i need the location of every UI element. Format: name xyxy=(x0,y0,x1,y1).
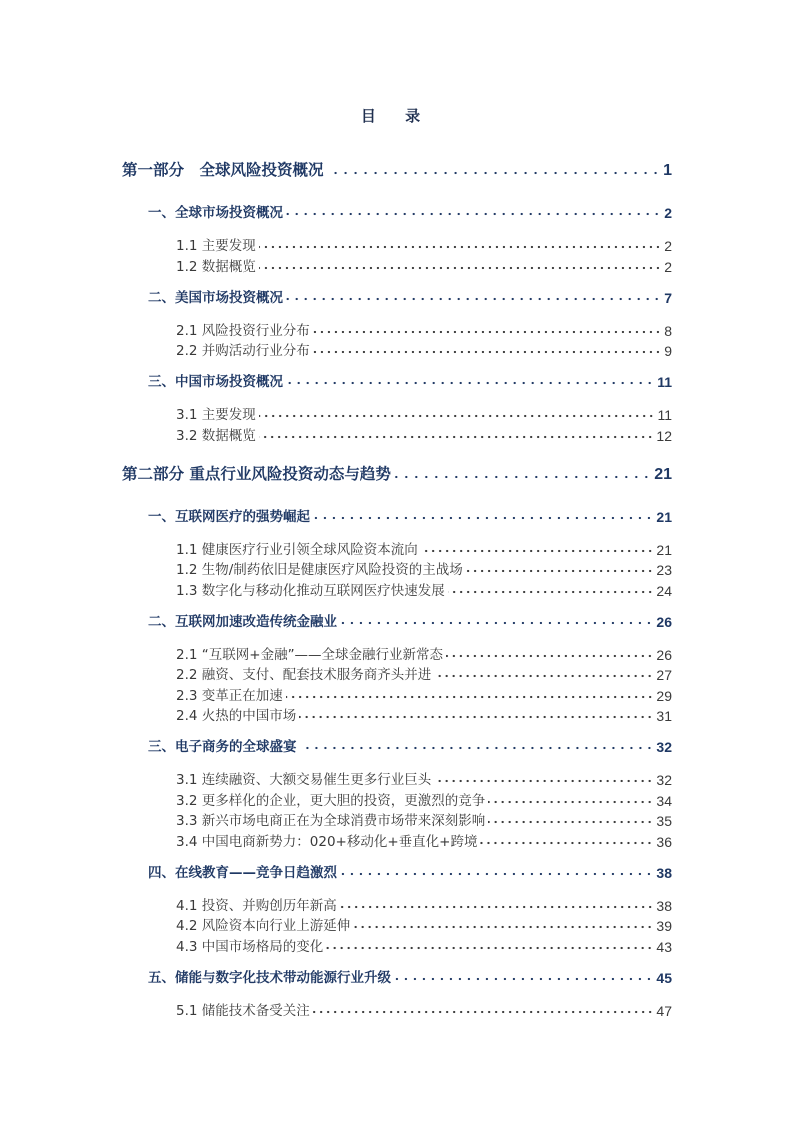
toc-page-number: 8 xyxy=(664,322,672,339)
toc-entry-label: 二、互联网加速改造传统金融业 xyxy=(148,613,337,630)
toc-entry-label: 2.1 风险投资行业分布 xyxy=(176,322,310,339)
toc-page-number: 2 xyxy=(664,258,672,275)
toc-page-number: 36 xyxy=(656,833,672,850)
toc-section-entry[interactable] xyxy=(148,859,672,881)
toc-entry-label: 3.1 连续融资、大额交易催生更多行业巨头 xyxy=(176,772,432,788)
toc-subsection-entry[interactable] xyxy=(176,577,672,599)
toc-page-number: 12 xyxy=(656,427,672,444)
toc-entry-label: 3.2 更多样化的企业，更大胆的投资，更激烈的竞争 xyxy=(176,792,486,809)
toc-page-number: 11 xyxy=(657,374,672,390)
toc-entry-label: 2.4 火热的中国市场 xyxy=(176,708,297,724)
dot-leader xyxy=(466,569,654,573)
toc-section-entry[interactable] xyxy=(148,503,672,525)
dot-leader xyxy=(488,800,653,804)
toc-entry-label: 二、美国市场投资概况 xyxy=(148,289,283,306)
dot-leader xyxy=(286,695,654,699)
toc-page-number: 32 xyxy=(656,772,672,788)
dot-leader xyxy=(340,621,653,625)
toc-entry-label: 第一部分 全球风险投资概况 xyxy=(122,161,324,179)
dot-leader xyxy=(488,820,653,824)
toc-subsection-entry[interactable] xyxy=(176,933,672,955)
toc-part-entry[interactable] xyxy=(122,158,672,180)
toc-entry-label: 1.1 健康医疗行业引领全球风险资本流向 xyxy=(176,541,418,558)
dot-leader xyxy=(394,475,651,479)
toc-subsection-entry[interactable] xyxy=(176,661,672,683)
toc-page-number: 26 xyxy=(656,646,672,663)
toc-entry-label: 3.4 中国电商新势力：020+移动化+垂直化+跨境 xyxy=(176,833,478,850)
toc-page-number: 2 xyxy=(664,238,672,254)
toc-page-number: 21 xyxy=(656,508,672,525)
dot-leader xyxy=(313,330,661,334)
toc-subsection-entry[interactable] xyxy=(176,766,672,788)
toc-subsection-entry[interactable] xyxy=(176,682,672,704)
dot-leader xyxy=(480,841,653,845)
toc-page-number: 21 xyxy=(654,465,672,483)
toc-entry-label: 1.2 数据概览 xyxy=(176,258,256,275)
toc-page-number: 38 xyxy=(656,864,672,881)
toc-page-number: 32 xyxy=(656,739,672,755)
toc-entry-label: 2.1 “互联网+金融”——全球金融行业新常态 xyxy=(176,646,444,663)
toc-subsection-entry[interactable] xyxy=(176,912,672,934)
toc-page-number: 29 xyxy=(656,687,672,704)
toc-page-number: 7 xyxy=(664,289,672,306)
toc-page-number: 39 xyxy=(656,918,672,934)
toc-entry-label: 三、电子商务的全球盛宴 xyxy=(148,739,297,755)
toc-subsection-entry[interactable] xyxy=(176,807,672,829)
dot-leader xyxy=(421,549,654,553)
toc-entry-label: 3.1 主要发现 xyxy=(176,407,256,423)
toc-entry-label: 3.2 数据概览 xyxy=(176,427,256,444)
toc-entry-label: 2.2 并购活动行业分布 xyxy=(176,343,310,359)
toc-subsection-entry[interactable] xyxy=(176,892,672,914)
dot-leader xyxy=(313,516,653,520)
toc-subsection-entry[interactable] xyxy=(176,536,672,558)
toc-entry-label: 5.1 储能技术备受关注 xyxy=(176,1002,310,1019)
toc-section-entry[interactable] xyxy=(148,608,672,630)
toc-subsection-entry[interactable] xyxy=(176,401,672,423)
dot-leader xyxy=(300,746,654,750)
toc-page-number: 35 xyxy=(656,813,672,829)
toc-page-number: 45 xyxy=(656,969,672,986)
toc-entry-label: 三、中国市场投资概况 xyxy=(148,374,283,390)
dot-leader xyxy=(446,654,653,658)
toc-page-number: 11 xyxy=(657,407,672,423)
toc-page-number: 9 xyxy=(664,343,672,359)
toc-entry-label: 1.1 主要发现 xyxy=(176,238,256,254)
toc-subsection-entry[interactable] xyxy=(176,232,672,254)
toc-entry-label: 4.3 中国市场格局的变化 xyxy=(176,938,324,955)
toc-entry-label: 4.1 投资、并购创历年新高 xyxy=(176,897,337,914)
toc-page-number: 38 xyxy=(656,897,672,914)
dot-leader xyxy=(353,925,653,929)
dot-leader xyxy=(448,590,654,594)
toc-entry-label: 一、全球市场投资概况 xyxy=(148,205,283,221)
toc-section-entry[interactable] xyxy=(148,368,672,390)
dot-leader xyxy=(259,245,661,249)
toc-page-number: 34 xyxy=(656,792,672,809)
toc-section-entry[interactable] xyxy=(148,284,672,306)
toc-page-number: 24 xyxy=(656,582,672,599)
dot-leader xyxy=(313,350,661,354)
toc-part-entry[interactable] xyxy=(122,462,672,484)
toc-page-number: 47 xyxy=(656,1002,672,1019)
toc-subsection-entry[interactable] xyxy=(176,253,672,275)
toc-subsection-entry[interactable] xyxy=(176,337,672,359)
toc-entry-label: 第二部分 重点行业风险投资动态与趋势 xyxy=(122,464,391,483)
toc-page-number: 43 xyxy=(656,938,672,955)
toc-page-number: 1 xyxy=(663,162,672,179)
toc-entry-label: 四、在线教育——竞争日趋激烈 xyxy=(148,864,337,881)
toc-page-number: 26 xyxy=(656,613,672,630)
dot-leader xyxy=(286,381,654,385)
toc-section-entry[interactable] xyxy=(148,964,672,986)
toc-entry-label: 1.3 数字化与移动化推动互联网医疗快速发展 xyxy=(176,582,445,599)
toc-subsection-entry[interactable] xyxy=(176,787,672,809)
dot-leader xyxy=(340,905,654,909)
dot-leader xyxy=(327,171,661,175)
toc-page-number: 27 xyxy=(656,667,672,683)
dot-leader xyxy=(259,266,661,270)
toc-title: 目 录 xyxy=(360,107,433,125)
toc-page-number: 31 xyxy=(656,708,672,724)
dot-leader xyxy=(286,297,661,301)
dot-leader xyxy=(434,674,653,678)
toc-entry-label: 五、储能与数字化技术带动能源行业升级 xyxy=(148,969,391,986)
toc-entry-label: 2.2 融资、支付、配套技术服务商齐头并进 xyxy=(176,667,432,683)
toc-subsection-entry[interactable] xyxy=(176,828,672,850)
dot-leader xyxy=(394,977,653,981)
dot-leader xyxy=(326,946,653,950)
toc-entry-label: 1.2 生物/制药依旧是健康医疗风险投资的主战场 xyxy=(176,562,463,578)
dot-leader xyxy=(434,779,653,783)
dot-leader xyxy=(286,212,661,216)
toc-page-number: 2 xyxy=(664,205,672,221)
toc-subsection-entry[interactable] xyxy=(176,422,672,444)
toc-page-number: 21 xyxy=(656,541,672,558)
toc-subsection-entry[interactable] xyxy=(176,702,672,724)
toc-section-entry[interactable] xyxy=(148,199,672,221)
toc-subsection-entry[interactable] xyxy=(176,556,672,578)
toc-subsection-entry[interactable] xyxy=(176,317,672,339)
toc-page-number: 23 xyxy=(656,562,672,578)
toc-section-entry[interactable] xyxy=(148,733,672,755)
dot-leader xyxy=(299,715,653,719)
toc-subsection-entry[interactable] xyxy=(176,997,672,1019)
toc-entry-label: 4.2 风险资本向行业上游延伸 xyxy=(176,918,351,934)
dot-leader xyxy=(313,1010,654,1014)
dot-leader xyxy=(259,435,654,439)
dot-leader xyxy=(259,414,655,418)
dot-leader xyxy=(340,872,653,876)
toc-entry-label: 一、互联网医疗的强势崛起 xyxy=(148,508,310,525)
toc-subsection-entry[interactable] xyxy=(176,641,672,663)
toc-entry-label: 3.3 新兴市场电商正在为全球消费市场带来深刻影响 xyxy=(176,813,486,829)
toc-entry-label: 2.3 变革正在加速 xyxy=(176,687,283,704)
